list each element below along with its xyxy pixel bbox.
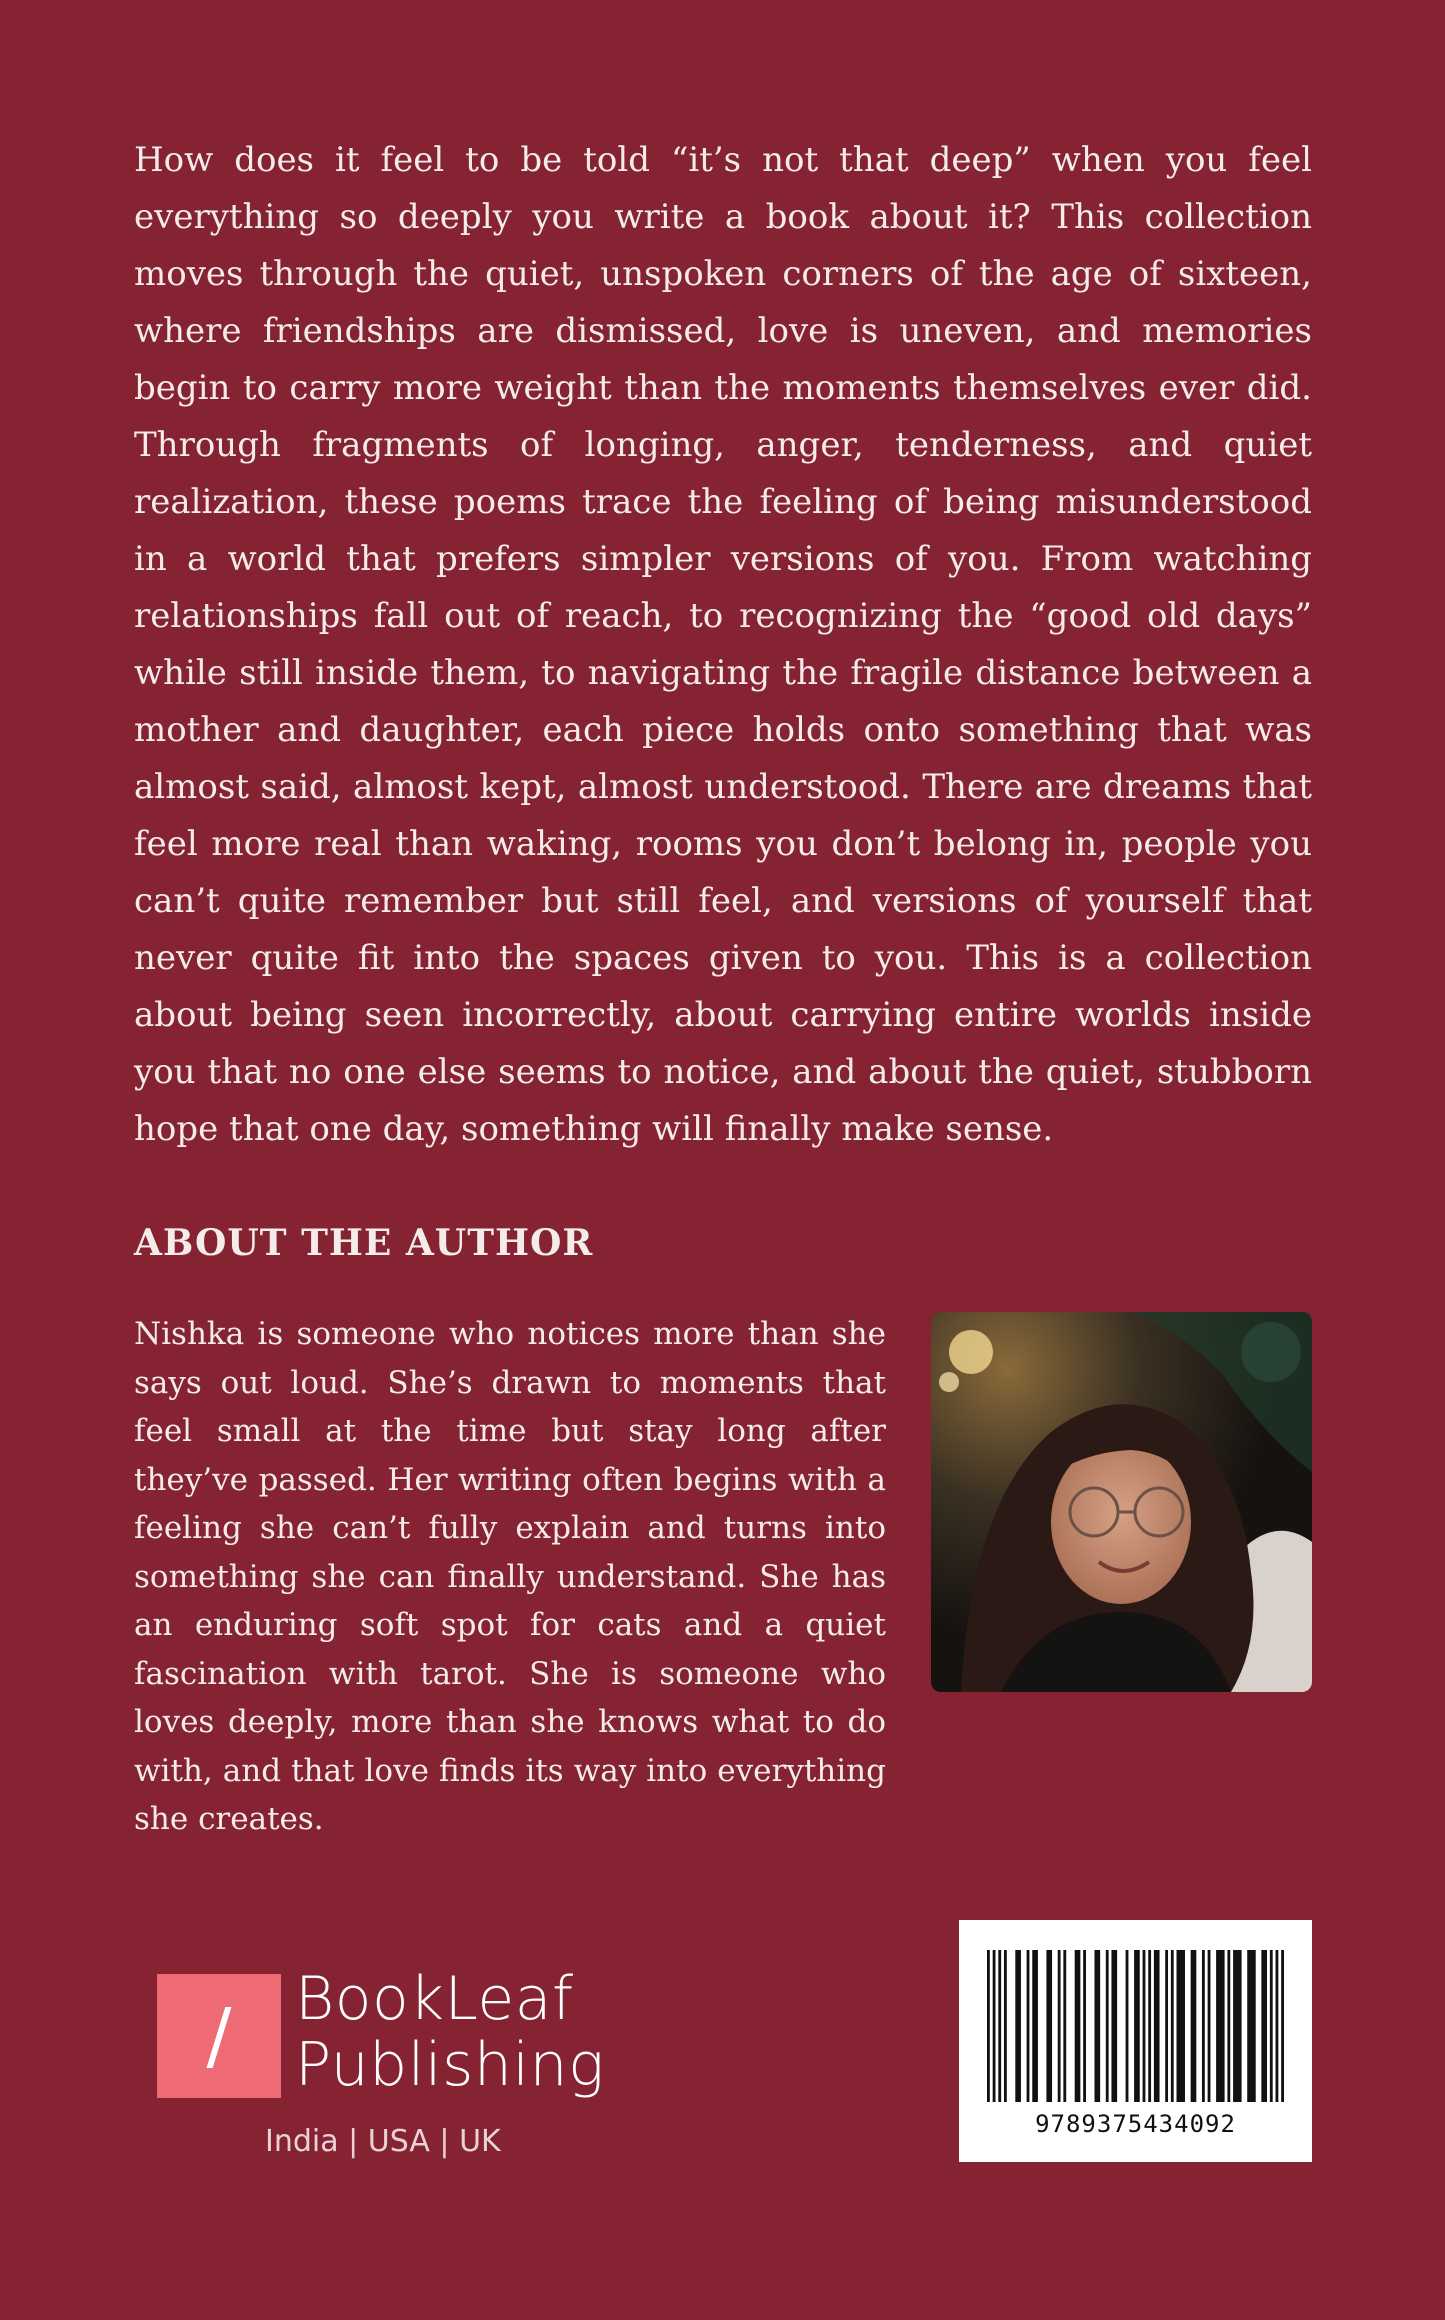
barcode-bar: [1075, 1950, 1081, 2102]
barcode-bar: [1154, 1950, 1160, 2102]
barcode-bar: [1046, 1950, 1052, 2102]
barcode-bar: [1058, 1950, 1061, 2102]
barcode-bar: [1261, 1950, 1267, 2102]
barcode-bar: [1281, 1950, 1284, 2102]
barcode-bar: [1126, 1950, 1129, 2102]
barcode-bar: [1004, 1950, 1007, 2102]
barcode-bar: [1134, 1950, 1140, 2102]
about-author-text: Nishka is someone who notices more than she says out loud. She’s drawn to moments that feel small at the time but stay long after they’ve passed. Her writing often begins with a feeling she can’t fully explain and turns into something she can finally understand. She has an enduring soft spot for cats and a quiet fascination with tarot. She is someone who loves deeply, more than she knows what to do with, and that love finds its way into everything she creates.: [134, 1316, 886, 1837]
barcode-bars: [987, 1950, 1284, 2102]
barcode-bar: [1247, 1950, 1255, 2102]
barcode-bar: [1177, 1950, 1185, 2102]
publisher-logo: [157, 1966, 617, 2166]
barcode-bar: [1027, 1950, 1030, 2102]
barcode-bar: [993, 1950, 996, 2102]
barcode-bar: [998, 1950, 1001, 2102]
barcode-bar: [1227, 1950, 1230, 2102]
barcode-bar: [1270, 1950, 1273, 2102]
barcode-bar: [1063, 1950, 1066, 2102]
barcode-bar: [1111, 1950, 1117, 2102]
barcode-bar: [1083, 1950, 1086, 2102]
publisher-name-line1: BookLeaf: [295, 1964, 574, 2034]
publisher-regions: India | USA | UK: [265, 2124, 501, 2159]
barcode-bar: [1032, 1950, 1038, 2102]
back-cover-blurb: How does it feel to be told “it’s not that deep” when you feel everything so deeply you write a book about it? This collection moves through the quiet, unspoken corners of the age of sixteen, where friendships are dismissed, love is uneven, and memories begin to carry more weight than the moments themselves ever did. Through fragments of longing, anger, tenderness, and quiet realization, these poems trace the feeling of being misunderstood in a world that prefers simpler versions of you. From watching relationships fall out of reach, to recognizing the “good old days” while still inside them, to navigating the fragile distance between a mother and daughter, each piece holds onto something that was almost said, almost kept, almost understood. There are dreams that feel more real than waking, rooms you don’t belong in, people you can’t quite remember but still feel, and versions of yourself that never quite fit into the spaces given to you. This is a collection about being seen incorrectly, about carrying entire worlds inside you that no one else seems to notice, and about the quiet, stubborn hope that one day, something will finally make sense.: [134, 140, 1312, 1149]
barcode-bar: [1233, 1950, 1241, 2102]
barcode-bar: [1143, 1950, 1146, 2102]
barcode-bar: [1106, 1950, 1109, 2102]
barcode-bar: [1191, 1950, 1197, 2102]
barcode-bar: [1276, 1950, 1279, 2102]
barcode-bar: [987, 1950, 990, 2102]
author-photo: [931, 1312, 1312, 1692]
barcode-bar: [1094, 1950, 1100, 2102]
barcode-bar: [1208, 1950, 1211, 2102]
barcode-bar: [1216, 1950, 1224, 2102]
barcode-bar: [1165, 1950, 1168, 2102]
barcode-bar: [1015, 1950, 1021, 2102]
publisher-name-line2: Publishing: [295, 2030, 605, 2100]
barcode-bar: [1148, 1950, 1151, 2102]
barcode-bar: [1171, 1950, 1174, 2102]
isbn-number: 9789375434092: [1035, 2110, 1236, 2138]
slash-icon: /: [206, 1993, 232, 2079]
isbn-barcode: [959, 1920, 1312, 2162]
about-author-heading: ABOUT THE AUTHOR: [134, 1222, 594, 1264]
barcode-bar: [1202, 1950, 1205, 2102]
